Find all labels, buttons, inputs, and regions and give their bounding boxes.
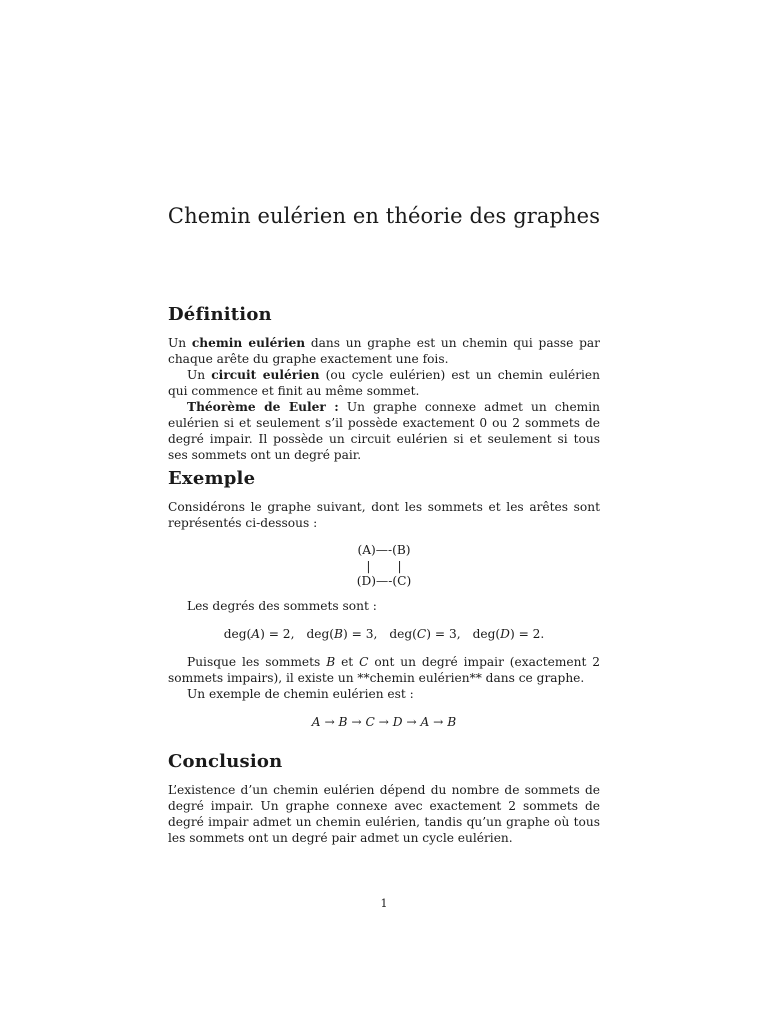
path-intro: Un exemple de chemin eulérien est : <box>187 687 414 701</box>
section-heading-example: Exemple <box>168 468 256 489</box>
definition-paragraph-2: Un circuit eulérien (ou cycle eulérien) est un chemin eulérien qui commence et finit au même sommet. <box>168 368 600 398</box>
degree-c: deg(C) = 3, <box>389 627 461 641</box>
graph-line-bottom: (D)—-(C) <box>356 574 412 588</box>
example-intro: Considérons le graphe suivant, dont les sommets et les arêtes sont représentés ci-dessous : <box>168 500 600 530</box>
graph-line-middle: | | <box>366 558 402 573</box>
page-number: 1 <box>380 897 388 910</box>
term-chemin-eulerien: chemin eulérien <box>191 336 306 350</box>
document-title: Chemin eulérien en théorie des graphes <box>167 204 601 228</box>
graph-diagram <box>168 543 600 590</box>
degrees-intro: Les degrés des sommets sont : <box>187 599 377 613</box>
term-theoreme-euler: Théorème de Euler : <box>187 400 339 414</box>
definition-paragraph-1: Un chemin eulérien dans un graphe est un chemin qui passe par chaque arête du graphe exactement une fois. <box>168 336 600 366</box>
term-circuit-eulerien: circuit eulérien <box>211 368 320 382</box>
eulerian-path-expression: A → B → C → D → A → B <box>311 715 457 729</box>
degree-b: deg(B) = 3, <box>306 627 378 641</box>
odd-degree-paragraph: Puisque les sommets B et C ont un degré impair (exactement 2 sommets impairs), il existe un **chemin eulérien** dans ce graphe. <box>168 655 601 685</box>
degree-d: deg(D) = 2. <box>472 627 545 641</box>
section-heading-conclusion: Conclusion <box>168 751 283 772</box>
euler-theorem-paragraph: Théorème de Euler : Un graphe connexe admet un chemin eulérien si et seulement s’il possède exactement 0 ou 2 sommets de degré impair. Il possède un circuit eulérien si et seulement si tous ses sommets ont un degré pair. <box>168 400 600 462</box>
degrees-equation <box>168 626 600 642</box>
graph-line-top: (A)—-(B) <box>357 543 411 557</box>
section-heading-definition: Définition <box>168 304 272 325</box>
degree-a: deg(A) = 2, <box>223 627 295 641</box>
conclusion-paragraph: L’existence d’un chemin eulérien dépend du nombre de sommets de degré impair. Un graphe connexe avec exactement 2 sommets de degré impair admet un chemin eulérien, tandis qu’un graphe où tous les sommets ont un degré pair admet un cycle eulérien. <box>168 783 600 845</box>
